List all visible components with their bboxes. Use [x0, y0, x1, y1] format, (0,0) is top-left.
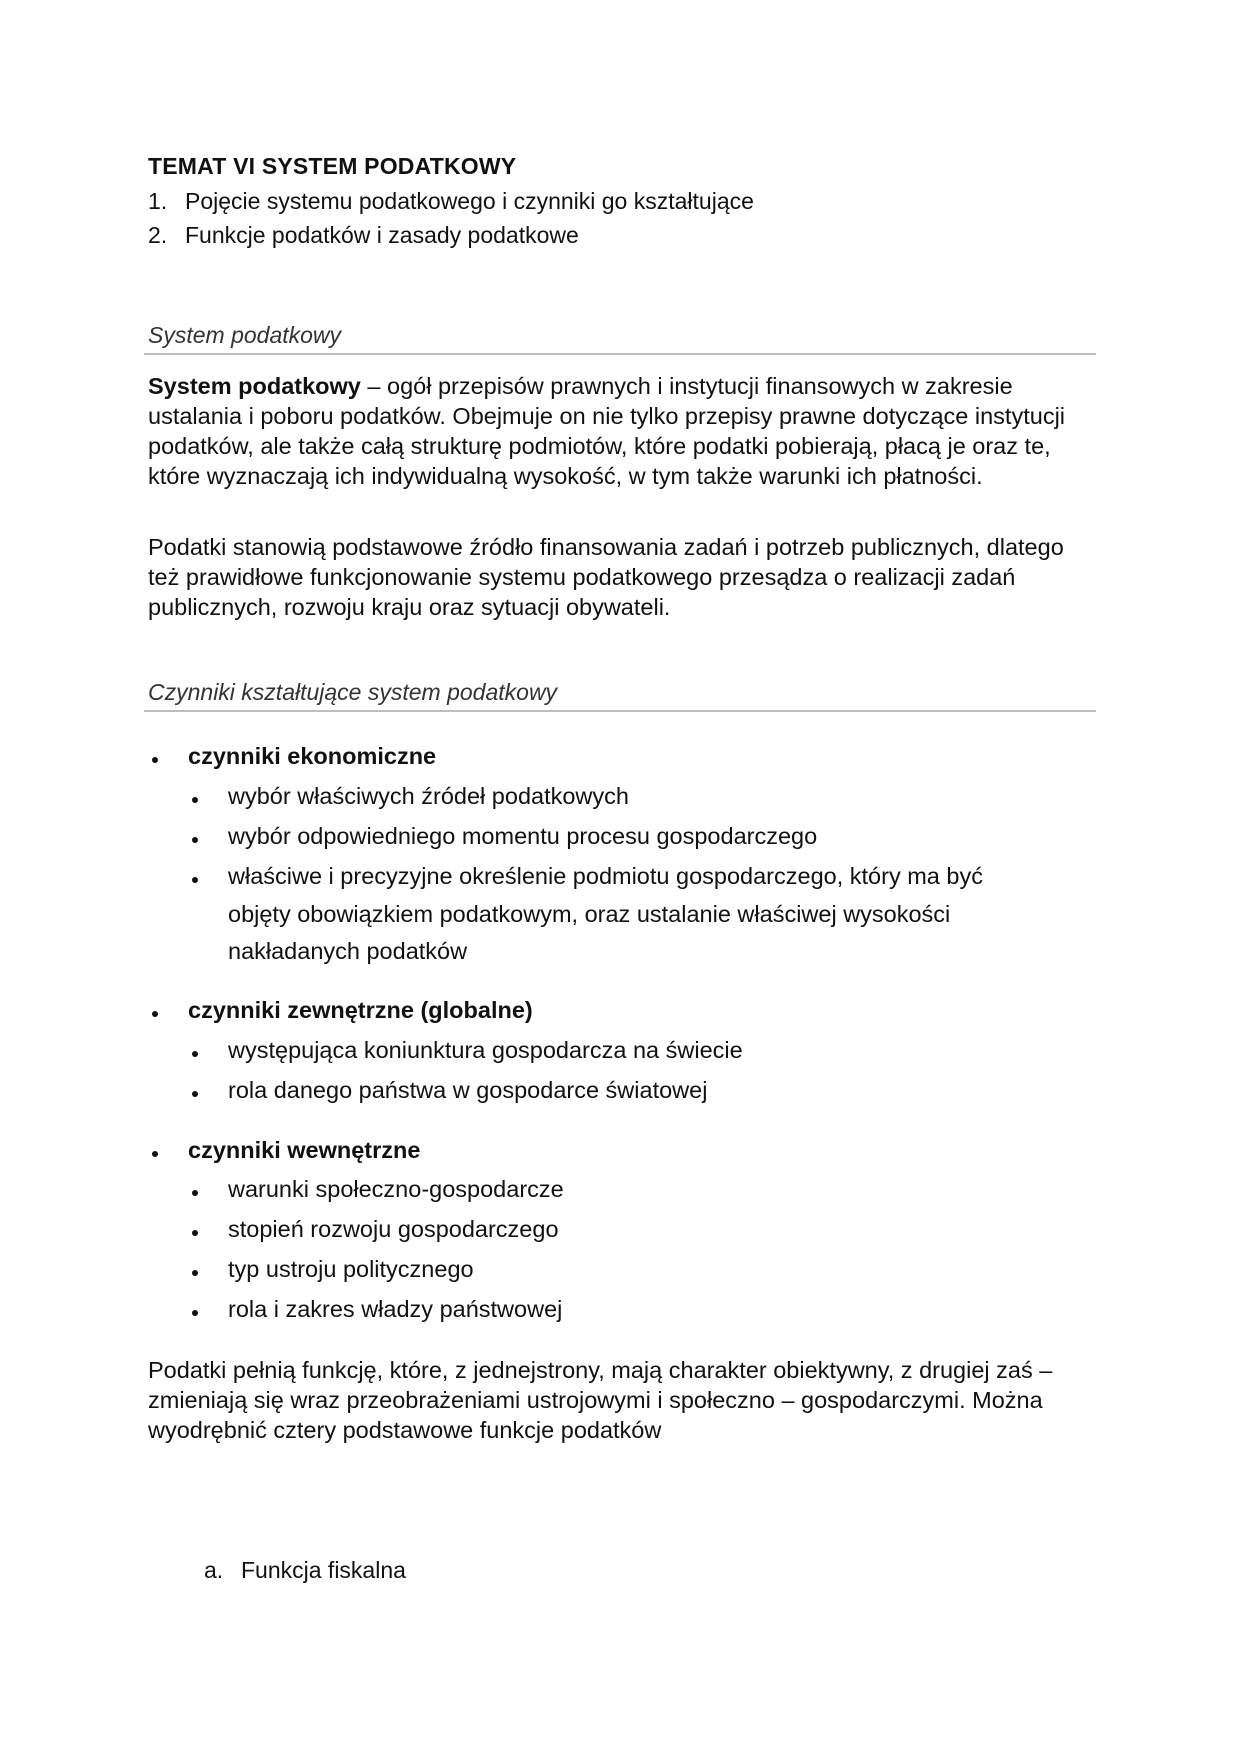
section-divider — [144, 710, 1096, 712]
paragraph: Podatki stanowią podstawowe źródło finansowania zadań i potrzeb publicznych, dlatego też prawidłowe funkcjonowanie systemu podatkowego przesądza o realizacji zadań publicznych, rozwoju kraju oraz sytuacji obywateli. — [148, 534, 1064, 620]
bullet-icon — [152, 1151, 158, 1157]
factor-item: warunki społeczno-gospodarcze — [228, 1176, 564, 1202]
factor-item: występująca koniunktura gospodarcza na świecie — [228, 1037, 743, 1063]
bullet-icon — [192, 877, 198, 883]
bullet-icon — [192, 797, 198, 803]
function-list-item — [204, 1557, 406, 1584]
bullet-icon — [152, 1011, 158, 1017]
factor-group-label: czynniki ekonomiczne — [188, 743, 437, 769]
paragraph: Podatki pełnią funkcję, które, z jednejstrony, mają charakter obiektywny, z drugiej zaś – zmieniają się wraz przeobrażeniami ustrojowymi i społeczno – gospodarczymi. Można wyodrębnić cztery podstawowe funkcje podatków — [148, 1357, 1053, 1443]
toc-number: 1. — [148, 188, 168, 214]
factor-item: stopień rozwoju gospodarczego — [228, 1216, 559, 1242]
bullet-icon — [192, 1051, 198, 1057]
bullet-icon — [152, 757, 158, 763]
factor-item: typ ustroju politycznego — [228, 1256, 474, 1282]
factor-item: wybór właściwych źródeł podatkowych — [228, 783, 629, 809]
defined-term: System podatkowy — [148, 373, 361, 399]
factor-item: właściwe i precyzyjne określenie podmiotu gospodarczego, który ma być objęty obowiązkiem podatkowym, oraz ustalanie właściwej wysokości nakładanych podatków — [228, 863, 983, 964]
factor-item: wybór odpowiedniego momentu procesu gospodarczego — [228, 823, 818, 849]
bullet-icon — [192, 1230, 198, 1236]
document-title: TEMAT VI SYSTEM PODATKOWY — [148, 153, 517, 179]
section-heading: Czynniki kształtujące system podatkowy — [148, 679, 558, 705]
bullet-icon — [192, 1310, 198, 1316]
list-marker: a. — [204, 1557, 224, 1583]
toc-item — [148, 188, 754, 215]
bullet-icon — [192, 837, 198, 843]
bullet-icon — [192, 1091, 198, 1097]
section-heading: System podatkowy — [148, 322, 342, 348]
toc-text: Funkcje podatków i zasady podatkowe — [185, 222, 579, 248]
function-name: Funkcja fiskalna — [241, 1557, 406, 1583]
factor-group-label: czynniki zewnętrzne (globalne) — [188, 997, 533, 1023]
paragraph-definition — [148, 371, 1088, 491]
toc-text: Pojęcie systemu podatkowego i czynniki go kształtujące — [185, 188, 754, 214]
section-divider — [144, 353, 1096, 355]
toc-number: 2. — [148, 222, 168, 248]
factor-group-label: czynniki wewnętrzne — [188, 1137, 421, 1163]
factor-item: rola danego państwa w gospodarce światowej — [228, 1077, 708, 1103]
bullet-icon — [192, 1190, 198, 1196]
definition-text: – ogół przepisów prawnych i instytucji finansowych w zakresie ustalania i poboru podatków. Obejmuje on nie tylko przepisy prawne dotyczące instytucji podatków, ale także całą strukturę podmiotów, które podatki pobierają, płacą je oraz te, które wyznaczają ich indywidualną wysokość, w tym także warunki ich płatności. — [148, 373, 1066, 489]
bullet-icon — [192, 1270, 198, 1276]
factor-item: rola i zakres władzy państwowej — [228, 1296, 563, 1322]
toc-item — [148, 222, 579, 249]
